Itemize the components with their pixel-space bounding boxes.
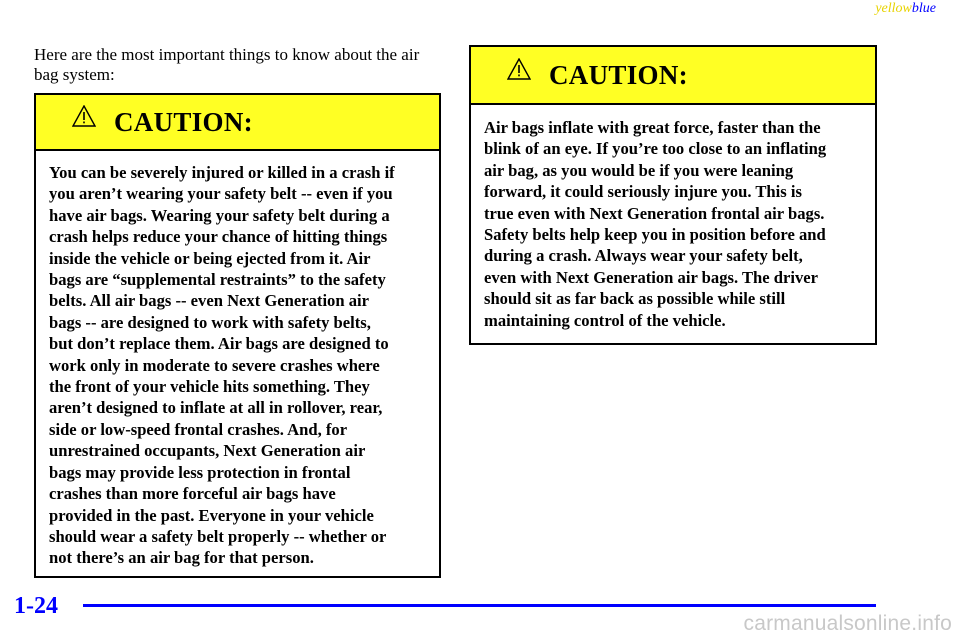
caution-line: You can be severely injured or killed in a crash if — [49, 163, 395, 182]
intro-paragraph: Here are the most important things to know about the air bag system: — [34, 45, 420, 84]
caution-line: you aren’t wearing your safety belt -- even if you — [49, 184, 393, 204]
caution-line: true even with Next Generation frontal air bags. — [484, 203, 825, 223]
caution-line: bags -- are designed to work with safety belts, — [49, 312, 371, 332]
caution-line: Air bags inflate with great force, faster than the — [484, 118, 821, 137]
caution-body — [36, 151, 439, 569]
caution-box-left — [34, 93, 441, 578]
watermark: carmanualsonline.info — [743, 612, 952, 635]
caution-line: during a crash. Always wear your safety belt, — [484, 246, 803, 266]
caution-line: crashes than more forceful air bags have — [49, 484, 336, 504]
caution-line: crash helps reduce your chance of hitting things — [49, 227, 388, 247]
caution-line: aren’t designed to inflate at all in rollover, rear, — [49, 398, 383, 418]
caution-line: bags are “supplemental restraints” to the safety — [49, 270, 386, 290]
color-registration-labels — [875, 0, 936, 18]
caution-line: even with Next Generation air bags. The driver — [484, 267, 818, 287]
caution-body — [471, 105, 875, 331]
caution-line: belts. All air bags -- even Next Generation air — [49, 291, 370, 311]
caution-line: but don’t replace them. Air bags are designed to — [49, 334, 389, 354]
warning-triangle-icon — [507, 58, 531, 80]
caution-line: unrestrained occupants, Next Generation air — [49, 441, 366, 461]
caution-line: bags may provide less protection in frontal — [49, 462, 351, 482]
caution-line: forward, it could seriously injure you. This is — [484, 182, 802, 202]
page-number: 1-24 — [14, 593, 58, 619]
yellow-label: yellow — [875, 1, 912, 16]
caution-box-right — [469, 45, 877, 345]
caution-line: side or low-speed frontal crashes. And, for — [49, 419, 348, 439]
blue-label: blue — [911, 1, 936, 16]
caution-line: blink of an eye. If you’re too close to an inflating — [484, 139, 827, 159]
caution-header — [36, 95, 439, 151]
caution-line: work only in moderate to severe crashes where — [49, 355, 380, 375]
caution-line: inside the vehicle or being ejected from it. Air — [49, 248, 371, 268]
caution-header — [471, 47, 875, 105]
caution-line: maintaining control of the vehicle. — [484, 310, 726, 330]
caution-line: should wear a safety belt properly -- whether or — [49, 526, 387, 546]
caution-line: not there’s an air bag for that person. — [49, 548, 314, 568]
caution-line: should sit as far back as possible while still — [484, 289, 786, 309]
caution-line: Safety belts help keep you in position before and — [484, 225, 826, 245]
caution-line: the front of your vehicle hits something. They — [49, 377, 370, 397]
caution-title: CAUTION: — [114, 106, 253, 137]
footer-rule — [83, 604, 876, 607]
caution-line: have air bags. Wearing your safety belt during a — [49, 205, 390, 225]
warning-triangle-icon — [72, 105, 96, 127]
caution-title: CAUTION: — [549, 59, 688, 90]
caution-line: air bag, as you would be if you were leaning — [484, 160, 794, 180]
caution-line: provided in the past. Everyone in your vehicle — [49, 505, 374, 525]
